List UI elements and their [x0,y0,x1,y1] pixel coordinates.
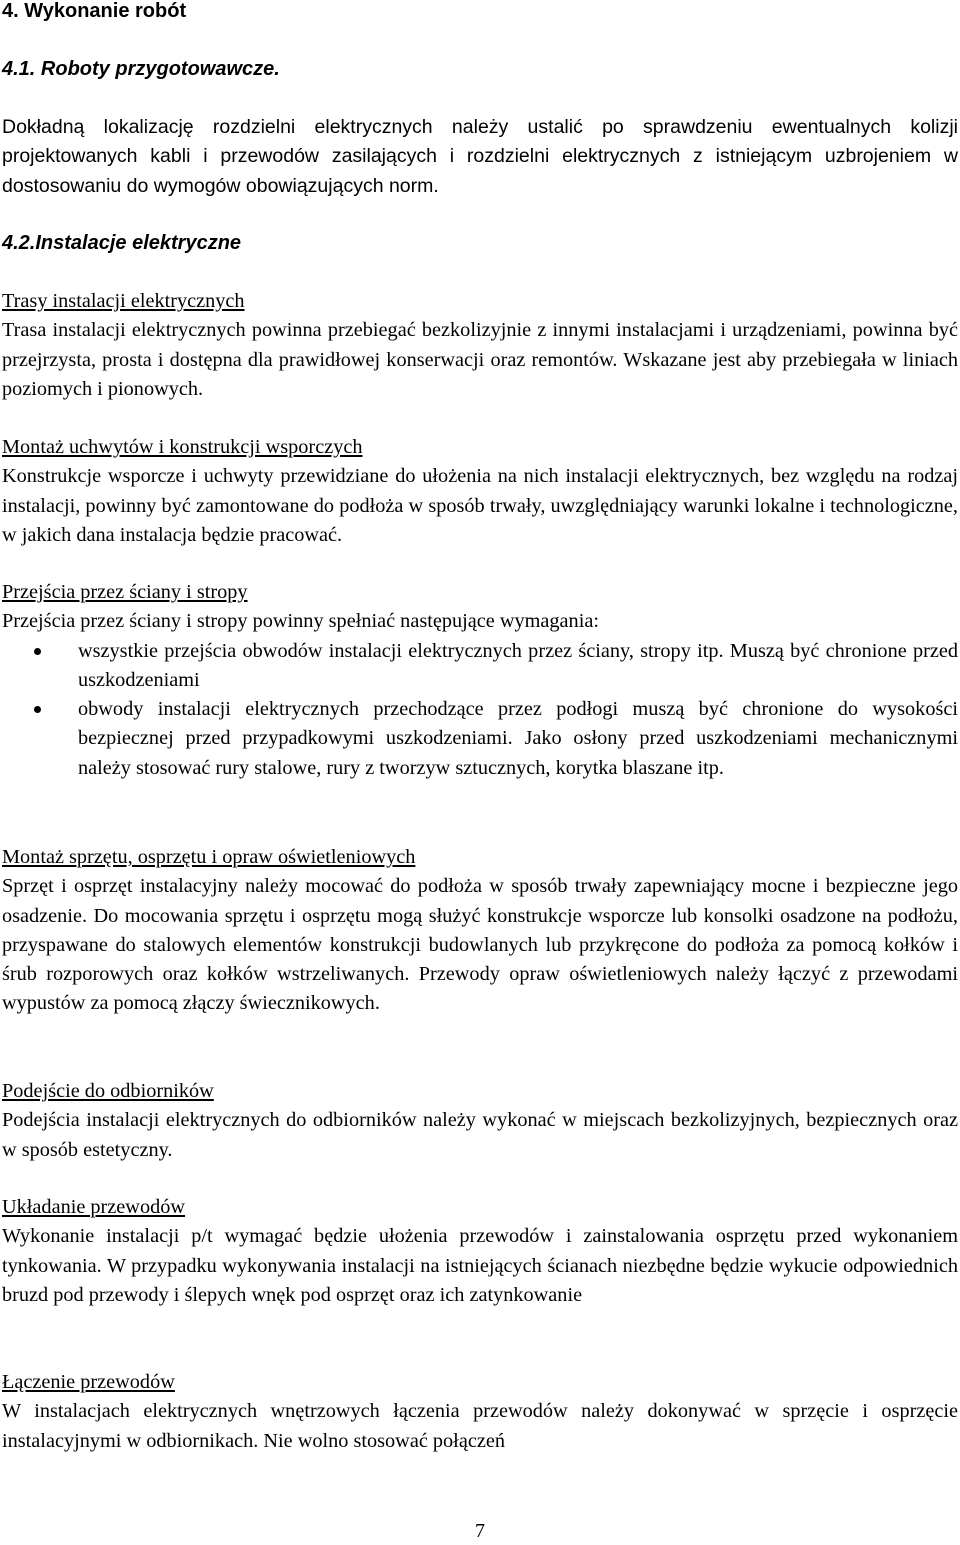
subsection-montaz-uchwytow [2,433,958,550]
subsection-podejscie [2,1077,958,1165]
list-item [2,695,958,783]
requirements-list [2,637,958,783]
subsection-przejscia [2,578,958,783]
subsection-title: Trasy instalacji elektrycznych [2,290,245,312]
subsection-body: Trasa instalacji elektrycznych powinna przebiegać bezkolizyjnie z innymi instalacjami i urządzeniami, powinna być przejrzysta, prosta i dostępna dla prawidłowej konserwacji oraz remontów. Wskazane jest aby przebiegała w liniach poziomych i pionowych. [2,319,958,400]
page-number: 7 [475,1520,485,1542]
subsection-title: Układanie przewodów [2,1196,186,1218]
subsection-body: W instalacjach elektrycznych wnętrzowych łączenia przewodów należy dokonywać w sprzęcie i osprzęcie instalacyjnymi w odbiornikach. Nie wolno stosować połączeń [2,1400,958,1452]
bullet-icon [34,648,41,655]
list-item-text: obwody instalacji elektrycznych przechodzące przez podłogi muszą być chronione do wysokości bezpiecznej przed przypadkowymi uszkodzeniami. Jako osłony przed uszkodzeniami mechanicznymi należy stosować rury stalowe, rury z tworzyw sztucznych, korytka blaszane itp. [78,698,958,779]
list-item [2,637,958,696]
subsection-body: Sprzęt i osprzęt instalacyjny należy mocować do podłoża w sposób trwały zapewniający mocne i bezpieczne jego osadzenie. Do mocowania sprzętu i osprzętu mogą służyć konstrukcje wsporcze lub konsolki osadzone na podłożu, przyspawane do stalowych elementów konstrukcji budowlanych lub przykręcone do podłoża za pomocą kołków i śrub rozporowych oraz kołków wstrzeliwanych. Przewody opraw oświetleniowych należy łączyć z przewodami wypustów za pomocą złączy świecznikowych. [2,875,958,1015]
section-4-1-title: 4.1. Roboty przygotowawcze. [2,58,280,80]
chapter-heading: 4. Wykonanie robót [2,0,187,22]
subsection-ukladanie [2,1193,958,1310]
subsection-laczenie [2,1368,958,1456]
subsection-title: Łączenie przewodów [2,1371,175,1393]
subsection-title: Montaż uchwytów i konstrukcji wsporczych [2,436,363,458]
subsection-montaz-sprzetu [2,843,958,1019]
bullet-icon [34,706,41,713]
subsection-trasy [2,287,958,404]
subsection-title: Montaż sprzętu, osprzętu i opraw oświetleniowych [2,846,416,868]
subsection-body: Wykonanie instalacji p/t wymagać będzie ułożenia przewodów i zainstalowania osprzętu przed wykonaniem tynkowania. W przypadku wykonywania instalacji na istniejących ścianach niezbędne będzie wykucie odpowiednich bruzd pod przewody i ślepych wnęk pod osprzęt oraz ich zatynkowanie [2,1225,958,1306]
subsection-title: Podejście do odbiorników [2,1080,214,1102]
subsection-title: Przejścia przez ściany i stropy [2,581,248,603]
subsection-body: Podejścia instalacji elektrycznych do odbiorników należy wykonać w miejscach bezkolizyjnych, bezpiecznych oraz w sposób estetyczny. [2,1109,958,1161]
section-4-2-title: 4.2.Instalacje elektryczne [2,232,242,254]
section-4-1-body: Dokładną lokalizację rozdzielni elektrycznych należy ustalić po sprawdzeniu ewentualnych kolizji projektowanych kabli i przewodów zasilających i rozdzielni elektrycznych z istniejącym uzbrojeniem w dostosowaniu do wymogów obowiązujących norm. [2,116,958,197]
subsection-intro: Przejścia przez ściany i stropy powinny spełniać następujące wymagania: [2,610,599,633]
subsection-body: Konstrukcje wsporcze i uchwyty przewidziane do ułożenia na nich instalacji elektrycznych, bez względu na rodzaj instalacji, powinny być zamontowane do podłoża w sposób trwały, uwzględniający warunki lokalne i technologiczne, w jakich dana instalacja będzie pracować. [2,465,958,546]
list-item-text: wszystkie przejścia obwodów instalacji elektrycznych przez ściany, stropy itp. Muszą być chronione przed uszkodzeniami [78,639,958,691]
